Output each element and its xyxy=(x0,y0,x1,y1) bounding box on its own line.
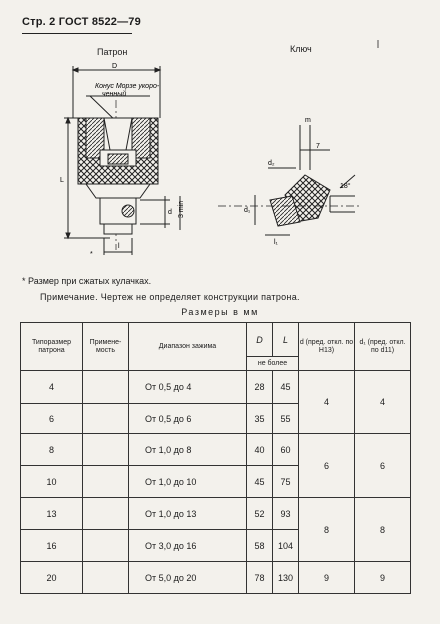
th-d1: d₁ (пред. откл. по d11) xyxy=(355,323,411,371)
key-figure-title: Ключ xyxy=(290,44,312,54)
cell-applicability xyxy=(83,530,129,562)
cell-applicability xyxy=(83,404,129,434)
cell-range: От 1,0 до 8 xyxy=(129,434,247,466)
cell-d: 6 xyxy=(299,434,355,498)
cell-applicability xyxy=(83,562,129,594)
cell-range: От 1,0 до 13 xyxy=(129,498,247,530)
cell-L: 93 xyxy=(273,498,299,530)
cell-applicability xyxy=(83,434,129,466)
cell-range: От 0,5 до 4 xyxy=(129,371,247,404)
key-label-m: m xyxy=(305,117,311,124)
th-not-more: не более xyxy=(247,357,299,371)
cell-L: 104 xyxy=(273,530,299,562)
cell-D: 78 xyxy=(247,562,273,594)
cell-d: 8 xyxy=(299,498,355,562)
key-label-d2: d₂ xyxy=(268,160,275,167)
table-caption: Размеры в мм xyxy=(181,307,259,317)
cell-applicability xyxy=(83,466,129,498)
cell-d: 9 xyxy=(299,562,355,594)
cell-type: 16 xyxy=(21,530,83,562)
chuck-figure-title: Патрон xyxy=(97,47,128,57)
cell-type: 20 xyxy=(21,562,83,594)
cell-range: От 3,0 до 16 xyxy=(129,530,247,562)
cell-applicability xyxy=(83,371,129,404)
cell-L: 45 xyxy=(273,371,299,404)
cell-d: 4 xyxy=(299,371,355,434)
th-applicability: Примене-мость xyxy=(83,323,129,371)
key-label-l1: l₁ xyxy=(274,239,278,246)
note-clamped: * Размер при сжатых кулачках. xyxy=(22,276,152,286)
chuck-label-d: d xyxy=(168,209,172,216)
cell-D: 52 xyxy=(247,498,273,530)
cell-type: 10 xyxy=(21,466,83,498)
note-remark: Примечание. Чертеж не определяет конструкции патрона. xyxy=(40,292,300,302)
th-type-size: Типоразмер патрона xyxy=(21,323,83,371)
cell-type: 13 xyxy=(21,498,83,530)
table-row xyxy=(21,498,411,530)
th-D: D xyxy=(247,323,273,357)
table-row xyxy=(21,562,411,594)
cell-D: 40 xyxy=(247,434,273,466)
th-L: L xyxy=(273,323,299,357)
page-header: Стр. 2 ГОСТ 8522—79 xyxy=(22,16,141,28)
sizes-table xyxy=(20,322,411,594)
key-label-7: 7 xyxy=(316,143,320,150)
key-drawing xyxy=(218,40,378,235)
cell-type: 4 xyxy=(21,371,83,404)
cell-L: 75 xyxy=(273,466,299,498)
cell-D: 58 xyxy=(247,530,273,562)
chuck-label-star: * xyxy=(90,251,93,258)
technical-drawing xyxy=(0,0,440,300)
th-range: Диапазон зажима xyxy=(129,323,247,371)
cell-type: 6 xyxy=(21,404,83,434)
chuck-label-D: D xyxy=(112,63,118,70)
cell-d1: 9 xyxy=(355,562,411,594)
chuck-label-cone-2: ченный xyxy=(102,91,127,98)
chuck-label-l: l xyxy=(118,243,120,250)
chuck-label-3min: 3 min xyxy=(178,200,185,218)
cell-range: От 5,0 до 20 xyxy=(129,562,247,594)
cell-D: 35 xyxy=(247,404,273,434)
key-label-d1: d₁ xyxy=(244,207,251,214)
table-row xyxy=(21,434,411,466)
cell-d1: 4 xyxy=(355,371,411,434)
cell-range: От 0,5 до 6 xyxy=(129,404,247,434)
cell-range: От 1,0 до 10 xyxy=(129,466,247,498)
th-d: d (пред. откл. по H13) xyxy=(299,323,355,371)
chuck-label-cone: Конус Морзе укоро- xyxy=(95,83,160,90)
cell-D: 28 xyxy=(247,371,273,404)
cell-L: 130 xyxy=(273,562,299,594)
key-label-18deg: 18° xyxy=(340,183,351,190)
cell-D: 45 xyxy=(247,466,273,498)
table-row xyxy=(21,371,411,404)
cell-d1: 6 xyxy=(355,434,411,498)
cell-applicability xyxy=(83,498,129,530)
cell-L: 55 xyxy=(273,404,299,434)
cell-type: 8 xyxy=(21,434,83,466)
cell-L: 60 xyxy=(273,434,299,466)
cell-d1: 8 xyxy=(355,498,411,562)
chuck-label-L: L xyxy=(60,177,64,184)
